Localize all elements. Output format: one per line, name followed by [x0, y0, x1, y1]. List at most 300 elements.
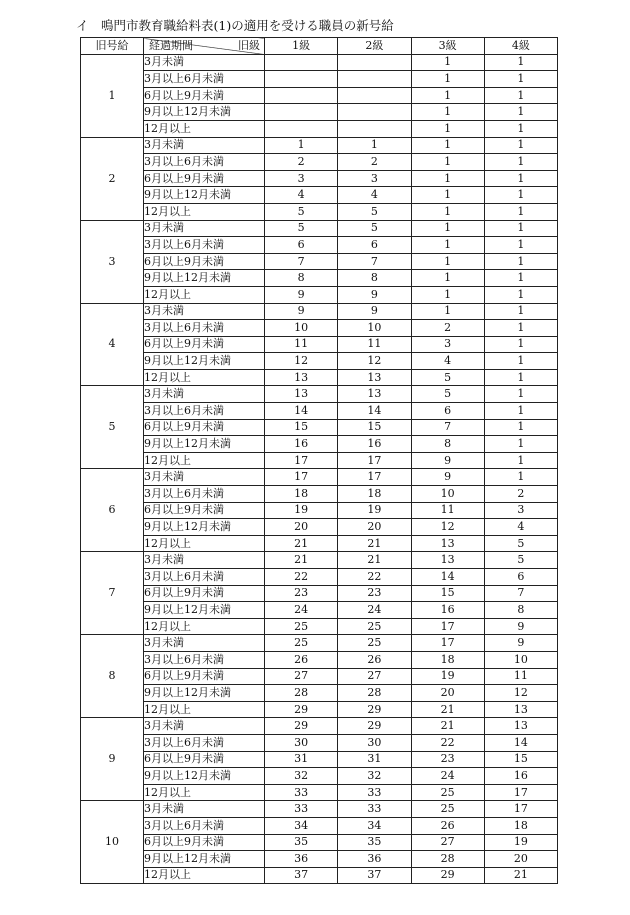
grade-4-value-cell: 1	[484, 87, 557, 104]
table-row	[81, 170, 558, 187]
old-grade-cell: 9	[81, 718, 144, 801]
table-row	[81, 734, 558, 751]
grade-4-value-cell: 19	[484, 834, 557, 851]
grade-1-value-cell: 21	[265, 535, 338, 552]
table-row	[81, 817, 558, 834]
period-cell: 6月以上9月未満	[144, 668, 265, 685]
grade-2-value-cell	[338, 120, 411, 137]
grade-1-value-cell: 29	[265, 701, 338, 718]
grade-1-value-cell: 20	[265, 519, 338, 536]
table-row	[81, 253, 558, 270]
grade-3-value-cell: 21	[411, 701, 484, 718]
period-cell: 3月未満	[144, 220, 265, 237]
grade-3-value-cell: 1	[411, 303, 484, 320]
grade-2-value-cell: 20	[338, 519, 411, 536]
table-row	[81, 618, 558, 635]
period-cell: 6月以上9月未満	[144, 253, 265, 270]
grade-3-value-cell: 22	[411, 734, 484, 751]
grade-2-value-cell: 1	[338, 137, 411, 154]
table-row	[81, 419, 558, 436]
old-grade-cell: 6	[81, 469, 144, 552]
table-row	[81, 120, 558, 137]
grade-4-value-cell: 15	[484, 751, 557, 768]
grade-4-value-cell: 7	[484, 585, 557, 602]
grade-2-value-cell: 33	[338, 784, 411, 801]
grade-3-value-cell: 1	[411, 137, 484, 154]
grade-2-value-cell: 32	[338, 768, 411, 785]
grade-4-value-cell: 1	[484, 369, 557, 386]
table-row	[81, 336, 558, 353]
period-cell: 3月未満	[144, 469, 265, 486]
period-cell: 6月以上9月未満	[144, 502, 265, 519]
grade-1-value-cell: 25	[265, 635, 338, 652]
grade-2-value-cell: 3	[338, 170, 411, 187]
grade-4-value-cell: 5	[484, 535, 557, 552]
table-row	[81, 54, 558, 71]
period-cell: 3月以上6月未満	[144, 569, 265, 586]
table-row	[81, 436, 558, 453]
period-cell: 9月以上12月未満	[144, 851, 265, 868]
grade-3-value-cell: 18	[411, 651, 484, 668]
grade-2-value-cell: 16	[338, 436, 411, 453]
header-grade-1: 1級	[265, 38, 338, 55]
grade-4-value-cell: 1	[484, 120, 557, 137]
grade-3-value-cell: 1	[411, 220, 484, 237]
grade-1-value-cell	[265, 71, 338, 88]
grade-3-value-cell: 1	[411, 104, 484, 121]
grade-1-value-cell: 22	[265, 569, 338, 586]
period-cell: 6月以上9月未満	[144, 751, 265, 768]
grade-1-value-cell: 31	[265, 751, 338, 768]
period-cell: 3月未満	[144, 303, 265, 320]
grade-3-value-cell: 24	[411, 768, 484, 785]
grade-1-value-cell: 15	[265, 419, 338, 436]
table-row	[81, 585, 558, 602]
grade-4-value-cell: 17	[484, 801, 557, 818]
grade-2-value-cell: 17	[338, 469, 411, 486]
period-cell: 12月以上	[144, 286, 265, 303]
grade-2-value-cell: 18	[338, 486, 411, 503]
grade-3-value-cell: 4	[411, 353, 484, 370]
grade-4-value-cell: 1	[484, 253, 557, 270]
period-cell: 6月以上9月未満	[144, 585, 265, 602]
table-row	[81, 486, 558, 503]
grade-1-value-cell: 16	[265, 436, 338, 453]
grade-3-value-cell: 8	[411, 436, 484, 453]
grade-4-value-cell: 1	[484, 436, 557, 453]
grade-3-value-cell: 2	[411, 320, 484, 337]
period-cell: 3月未満	[144, 137, 265, 154]
grade-2-value-cell: 34	[338, 817, 411, 834]
period-cell: 9月以上12月未満	[144, 519, 265, 536]
grade-1-value-cell	[265, 120, 338, 137]
grade-4-value-cell: 1	[484, 154, 557, 171]
table-row	[81, 137, 558, 154]
period-cell: 12月以上	[144, 701, 265, 718]
grade-2-value-cell: 29	[338, 701, 411, 718]
grade-1-value-cell: 27	[265, 668, 338, 685]
table-row	[81, 452, 558, 469]
period-cell: 3月未満	[144, 635, 265, 652]
grade-2-value-cell: 12	[338, 353, 411, 370]
grade-2-value-cell: 37	[338, 867, 411, 884]
grade-4-value-cell: 1	[484, 386, 557, 403]
period-cell: 6月以上9月未満	[144, 336, 265, 353]
grade-1-value-cell: 11	[265, 336, 338, 353]
period-cell: 3月以上6月未満	[144, 651, 265, 668]
grade-3-value-cell: 13	[411, 552, 484, 569]
table-row	[81, 569, 558, 586]
grade-3-value-cell: 9	[411, 452, 484, 469]
grade-1-value-cell: 25	[265, 618, 338, 635]
grade-1-value-cell: 7	[265, 253, 338, 270]
grade-4-value-cell: 1	[484, 54, 557, 71]
table-row	[81, 87, 558, 104]
grade-2-value-cell: 9	[338, 286, 411, 303]
grade-4-value-cell: 13	[484, 701, 557, 718]
period-cell: 3月以上6月未満	[144, 237, 265, 254]
grade-3-value-cell: 16	[411, 602, 484, 619]
grade-2-value-cell	[338, 54, 411, 71]
table-row	[81, 369, 558, 386]
grade-2-value-cell: 9	[338, 303, 411, 320]
period-cell: 3月未満	[144, 552, 265, 569]
period-cell: 3月以上6月未満	[144, 154, 265, 171]
grade-4-value-cell: 1	[484, 353, 557, 370]
grade-1-value-cell: 12	[265, 353, 338, 370]
grade-1-value-cell: 2	[265, 154, 338, 171]
table-row	[81, 801, 558, 818]
header-grade-3: 3級	[411, 38, 484, 55]
table-row	[81, 303, 558, 320]
grade-3-value-cell: 1	[411, 154, 484, 171]
header-diagonal-cell	[144, 38, 265, 55]
grade-2-value-cell: 28	[338, 685, 411, 702]
grade-3-value-cell: 25	[411, 784, 484, 801]
table-row	[81, 403, 558, 420]
period-cell: 9月以上12月未満	[144, 104, 265, 121]
grade-1-value-cell: 9	[265, 286, 338, 303]
grade-1-value-cell: 17	[265, 469, 338, 486]
period-cell: 3月以上6月未満	[144, 486, 265, 503]
grade-3-value-cell: 6	[411, 403, 484, 420]
grade-2-value-cell: 17	[338, 452, 411, 469]
period-cell: 3月以上6月未満	[144, 734, 265, 751]
period-cell: 12月以上	[144, 203, 265, 220]
old-grade-cell: 8	[81, 635, 144, 718]
grade-4-value-cell: 1	[484, 336, 557, 353]
grade-3-value-cell: 27	[411, 834, 484, 851]
table-row	[81, 768, 558, 785]
grade-3-value-cell: 1	[411, 253, 484, 270]
grade-3-value-cell: 10	[411, 486, 484, 503]
header-old-grade: 旧号給	[81, 38, 144, 55]
grade-3-value-cell: 17	[411, 635, 484, 652]
table-row	[81, 320, 558, 337]
period-cell: 3月未満	[144, 801, 265, 818]
grade-1-value-cell: 1	[265, 137, 338, 154]
grade-2-value-cell: 29	[338, 718, 411, 735]
grade-3-value-cell: 5	[411, 386, 484, 403]
grade-4-value-cell: 1	[484, 419, 557, 436]
table-row	[81, 552, 558, 569]
grade-4-value-cell: 20	[484, 851, 557, 868]
period-cell: 6月以上9月未満	[144, 87, 265, 104]
old-grade-cell: 7	[81, 552, 144, 635]
grade-4-value-cell: 17	[484, 784, 557, 801]
table-row	[81, 651, 558, 668]
grade-2-value-cell: 23	[338, 585, 411, 602]
table-row	[81, 154, 558, 171]
grade-1-value-cell: 35	[265, 834, 338, 851]
grade-2-value-cell: 26	[338, 651, 411, 668]
grade-4-value-cell: 1	[484, 220, 557, 237]
header-grade-4: 4級	[484, 38, 557, 55]
grade-4-value-cell: 1	[484, 187, 557, 204]
grade-1-value-cell: 21	[265, 552, 338, 569]
period-cell: 6月以上9月未満	[144, 170, 265, 187]
grade-4-value-cell: 11	[484, 668, 557, 685]
grade-1-value-cell: 5	[265, 203, 338, 220]
grade-1-value-cell: 13	[265, 386, 338, 403]
grade-2-value-cell: 30	[338, 734, 411, 751]
grade-2-value-cell: 5	[338, 220, 411, 237]
grade-3-value-cell: 21	[411, 718, 484, 735]
grade-2-value-cell: 5	[338, 203, 411, 220]
grade-1-value-cell: 17	[265, 452, 338, 469]
grade-1-value-cell: 5	[265, 220, 338, 237]
period-cell: 9月以上12月未満	[144, 602, 265, 619]
grade-4-value-cell: 1	[484, 170, 557, 187]
grade-2-value-cell: 22	[338, 569, 411, 586]
period-cell: 9月以上12月未満	[144, 187, 265, 204]
grade-1-value-cell: 19	[265, 502, 338, 519]
table-header-row	[81, 38, 558, 55]
grade-1-value-cell: 14	[265, 403, 338, 420]
grade-1-value-cell: 13	[265, 369, 338, 386]
table-row	[81, 519, 558, 536]
grade-3-value-cell: 1	[411, 237, 484, 254]
grade-1-value-cell: 3	[265, 170, 338, 187]
grade-1-value-cell: 32	[265, 768, 338, 785]
grade-4-value-cell: 1	[484, 320, 557, 337]
grade-2-value-cell	[338, 104, 411, 121]
table-row	[81, 353, 558, 370]
grade-2-value-cell: 11	[338, 336, 411, 353]
grade-1-value-cell: 37	[265, 867, 338, 884]
old-grade-cell: 1	[81, 54, 144, 137]
grade-3-value-cell: 12	[411, 519, 484, 536]
grade-4-value-cell: 1	[484, 452, 557, 469]
grade-3-value-cell: 7	[411, 419, 484, 436]
grade-2-value-cell: 21	[338, 535, 411, 552]
grade-1-value-cell: 9	[265, 303, 338, 320]
grade-2-value-cell: 8	[338, 270, 411, 287]
grade-4-value-cell: 1	[484, 270, 557, 287]
table-body	[81, 54, 558, 884]
grade-4-value-cell: 1	[484, 403, 557, 420]
salary-grade-table	[80, 37, 558, 884]
grade-1-value-cell	[265, 87, 338, 104]
grade-3-value-cell: 1	[411, 270, 484, 287]
grade-2-value-cell: 31	[338, 751, 411, 768]
grade-3-value-cell: 13	[411, 535, 484, 552]
table-row	[81, 685, 558, 702]
grade-3-value-cell: 20	[411, 685, 484, 702]
grade-3-value-cell: 11	[411, 502, 484, 519]
grade-1-value-cell: 29	[265, 718, 338, 735]
grade-1-value-cell: 33	[265, 801, 338, 818]
grade-1-value-cell: 34	[265, 817, 338, 834]
period-cell: 9月以上12月未満	[144, 685, 265, 702]
old-grade-cell: 10	[81, 801, 144, 884]
grade-1-value-cell: 23	[265, 585, 338, 602]
table-row	[81, 867, 558, 884]
grade-1-value-cell: 6	[265, 237, 338, 254]
table-row	[81, 851, 558, 868]
grade-4-value-cell: 8	[484, 602, 557, 619]
grade-2-value-cell: 27	[338, 668, 411, 685]
grade-4-value-cell: 18	[484, 817, 557, 834]
grade-1-value-cell: 33	[265, 784, 338, 801]
grade-2-value-cell	[338, 87, 411, 104]
grade-4-value-cell: 6	[484, 569, 557, 586]
table-row	[81, 502, 558, 519]
table-row	[81, 834, 558, 851]
grade-2-value-cell: 6	[338, 237, 411, 254]
table-row	[81, 270, 558, 287]
grade-4-value-cell: 14	[484, 734, 557, 751]
period-cell: 12月以上	[144, 452, 265, 469]
table-row	[81, 386, 558, 403]
grade-3-value-cell: 1	[411, 187, 484, 204]
period-cell: 3月未満	[144, 386, 265, 403]
grade-2-value-cell: 21	[338, 552, 411, 569]
table-row	[81, 751, 558, 768]
grade-4-value-cell: 13	[484, 718, 557, 735]
grade-3-value-cell: 9	[411, 469, 484, 486]
grade-2-value-cell: 25	[338, 635, 411, 652]
period-cell: 12月以上	[144, 784, 265, 801]
grade-2-value-cell: 24	[338, 602, 411, 619]
grade-1-value-cell: 24	[265, 602, 338, 619]
table-row	[81, 668, 558, 685]
period-cell: 12月以上	[144, 120, 265, 137]
period-cell: 9月以上12月未満	[144, 270, 265, 287]
period-cell: 6月以上9月未満	[144, 834, 265, 851]
grade-2-value-cell: 13	[338, 386, 411, 403]
period-cell: 3月未満	[144, 718, 265, 735]
grade-4-value-cell: 5	[484, 552, 557, 569]
grade-4-value-cell: 4	[484, 519, 557, 536]
grade-3-value-cell: 25	[411, 801, 484, 818]
period-cell: 3月以上6月未満	[144, 817, 265, 834]
table-row	[81, 187, 558, 204]
grade-1-value-cell: 26	[265, 651, 338, 668]
grade-1-value-cell: 18	[265, 486, 338, 503]
grade-3-value-cell: 5	[411, 369, 484, 386]
grade-4-value-cell: 1	[484, 203, 557, 220]
period-cell: 3月以上6月未満	[144, 403, 265, 420]
grade-4-value-cell: 1	[484, 303, 557, 320]
grade-2-value-cell: 25	[338, 618, 411, 635]
table-row	[81, 535, 558, 552]
grade-4-value-cell: 3	[484, 502, 557, 519]
period-cell: 12月以上	[144, 867, 265, 884]
grade-2-value-cell: 33	[338, 801, 411, 818]
grade-4-value-cell: 9	[484, 618, 557, 635]
grade-4-value-cell: 1	[484, 237, 557, 254]
grade-3-value-cell: 1	[411, 170, 484, 187]
grade-3-value-cell: 1	[411, 286, 484, 303]
grade-3-value-cell: 23	[411, 751, 484, 768]
table-row	[81, 718, 558, 735]
grade-3-value-cell: 28	[411, 851, 484, 868]
grade-2-value-cell: 2	[338, 154, 411, 171]
table-row	[81, 286, 558, 303]
grade-3-value-cell: 1	[411, 54, 484, 71]
grade-2-value-cell: 10	[338, 320, 411, 337]
grade-4-value-cell: 21	[484, 867, 557, 884]
grade-1-value-cell: 30	[265, 734, 338, 751]
period-cell: 9月以上12月未満	[144, 768, 265, 785]
table-row	[81, 469, 558, 486]
old-grade-cell: 5	[81, 386, 144, 469]
table-row	[81, 635, 558, 652]
grade-2-value-cell: 19	[338, 502, 411, 519]
table-row	[81, 784, 558, 801]
period-cell: 3月以上6月未満	[144, 71, 265, 88]
grade-3-value-cell: 29	[411, 867, 484, 884]
grade-3-value-cell: 15	[411, 585, 484, 602]
grade-4-value-cell: 2	[484, 486, 557, 503]
table-row	[81, 220, 558, 237]
grade-3-value-cell: 1	[411, 203, 484, 220]
grade-3-value-cell: 1	[411, 87, 484, 104]
grade-1-value-cell: 10	[265, 320, 338, 337]
grade-4-value-cell: 16	[484, 768, 557, 785]
grade-3-value-cell: 1	[411, 120, 484, 137]
grade-2-value-cell: 35	[338, 834, 411, 851]
grade-3-value-cell: 19	[411, 668, 484, 685]
table-row	[81, 104, 558, 121]
grade-2-value-cell: 36	[338, 851, 411, 868]
period-cell: 12月以上	[144, 618, 265, 635]
table-row	[81, 203, 558, 220]
period-cell: 6月以上9月未満	[144, 419, 265, 436]
grade-4-value-cell: 10	[484, 651, 557, 668]
period-cell: 12月以上	[144, 535, 265, 552]
grade-1-value-cell: 28	[265, 685, 338, 702]
grade-1-value-cell	[265, 54, 338, 71]
grade-1-value-cell	[265, 104, 338, 121]
period-cell: 3月未満	[144, 54, 265, 71]
old-grade-cell: 4	[81, 303, 144, 386]
period-cell: 12月以上	[144, 369, 265, 386]
grade-1-value-cell: 4	[265, 187, 338, 204]
period-cell: 3月以上6月未満	[144, 320, 265, 337]
grade-2-value-cell: 13	[338, 369, 411, 386]
grade-3-value-cell: 26	[411, 817, 484, 834]
grade-4-value-cell: 1	[484, 71, 557, 88]
grade-4-value-cell: 1	[484, 104, 557, 121]
grade-3-value-cell: 3	[411, 336, 484, 353]
grade-4-value-cell: 1	[484, 137, 557, 154]
grade-4-value-cell: 1	[484, 286, 557, 303]
grade-1-value-cell: 36	[265, 851, 338, 868]
grade-1-value-cell: 8	[265, 270, 338, 287]
grade-2-value-cell: 7	[338, 253, 411, 270]
